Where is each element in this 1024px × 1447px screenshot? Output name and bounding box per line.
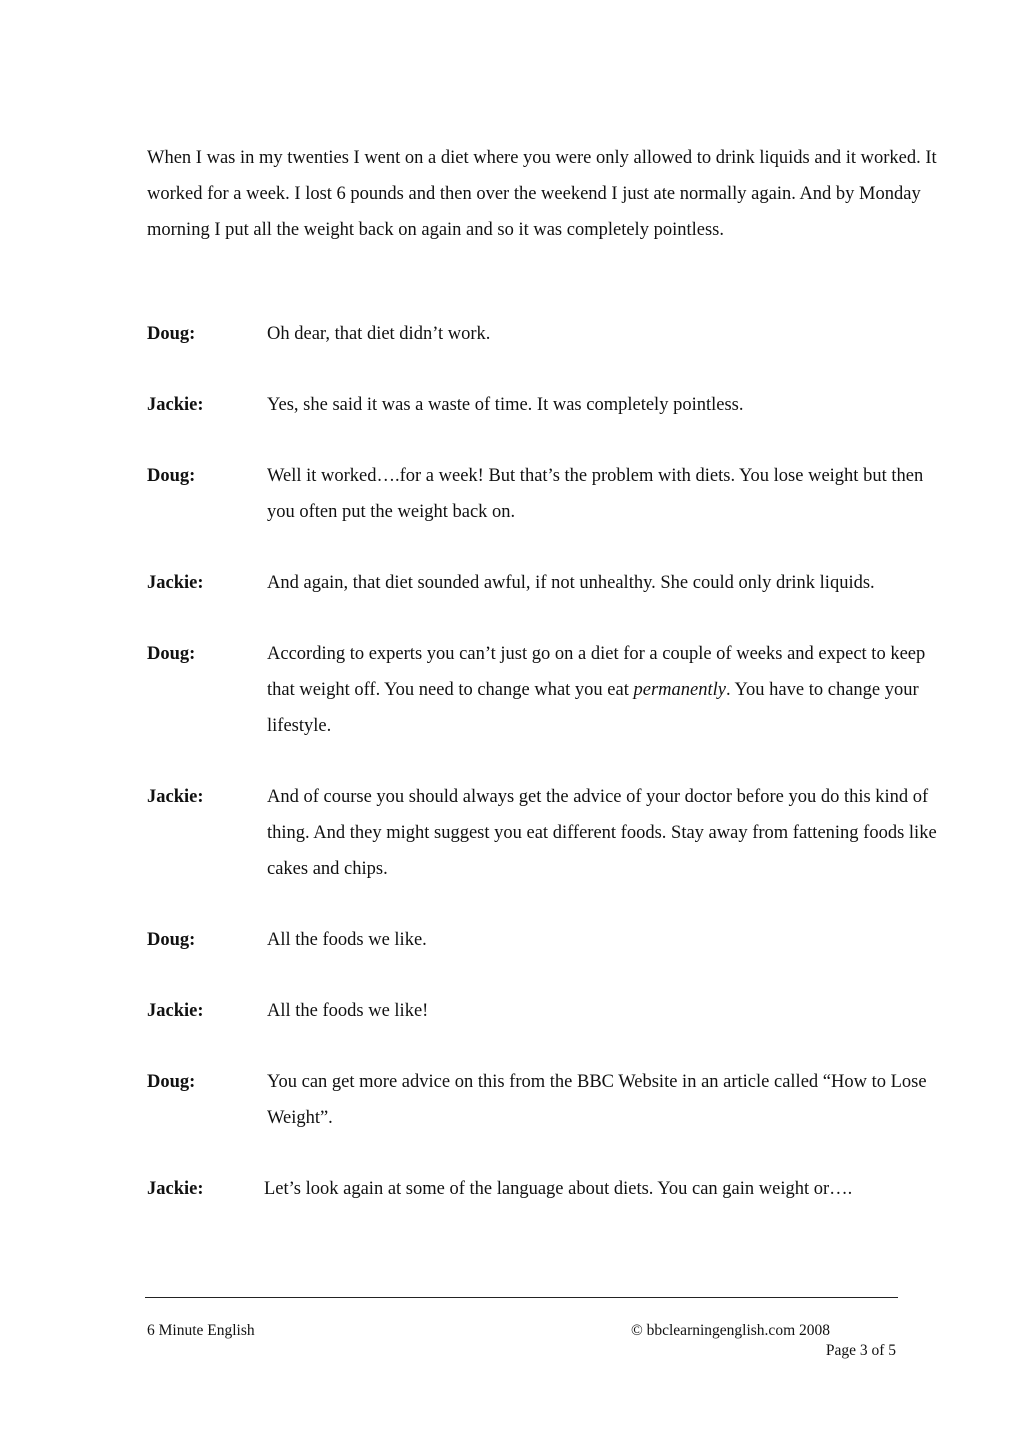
dialogue-turn [147,922,937,958]
speaker-name: Jackie: [147,1179,204,1199]
dialogue-text: All the foods we like! [267,1001,429,1021]
dialogue-text: All the foods we like. [267,930,427,950]
dialogue-text-part: According to experts you can’t just go on a diet for a couple of weeks and expect to keep that weight off. You need to change what you eat [267,644,926,700]
speaker-name: Jackie: [147,787,204,807]
speaker-name: Doug: [147,324,196,344]
speaker-name: Doug: [147,930,196,950]
dialogue-transcript [147,316,937,1242]
footer-right [560,1321,896,1361]
speaker-name: Doug: [147,644,196,664]
dialogue-turn [147,636,937,744]
dialogue-turn [147,1171,937,1207]
speaker-name: Doug: [147,1072,196,1092]
dialogue-turn [147,565,937,601]
dialogue-text-part: . You have to change your lifestyle. [267,680,919,736]
dialogue-text: Let’s look again at some of the language about diets. You can gain weight or…. [264,1179,853,1199]
footer-copyright: © bbclearningenglish.com 2008 [630,1322,830,1339]
dialogue-text [267,636,937,744]
speaker-name: Doug: [147,466,196,486]
intro-paragraph: When I was in my twenties I went on a diet where you were only allowed to drink liquids and it worked. It worked for a week. I lost 6 pounds and then over the weekend I just ate normally again. And by Monday morning I put all the weight back on again and so it was completely pointless. [147,148,937,240]
dialogue-text: Oh dear, that diet didn’t work. [267,324,491,344]
dialogue-text: And of course you should always get the advice of your doctor before you do this kind of thing. And they might suggest you eat different foods. Stay away from fattening foods like cakes and chips. [267,787,937,879]
speaker-name: Jackie: [147,1001,204,1021]
dialogue-turn [147,1064,937,1136]
speaker-name: Jackie: [147,573,204,593]
dialogue-turn [147,993,937,1029]
footer-divider [145,1297,898,1298]
dialogue-turn [147,387,937,423]
dialogue-text: You can get more advice on this from the BBC Website in an article called “How to Lose Weight”. [267,1072,927,1128]
emphasized-word: permanently [633,680,726,700]
dialogue-text: And again, that diet sounded awful, if not unhealthy. She could only drink liquids. [267,573,875,593]
dialogue-turn [147,458,937,530]
page-number: Page 3 of 5 [825,1342,896,1359]
footer-series-title: 6 Minute English [147,1322,255,1339]
dialogue-turn [147,779,937,887]
speaker-name: Jackie: [147,395,204,415]
dialogue-text: Well it worked….for a week! But that’s the problem with diets. You lose weight but then you often put the weight back on. [267,466,924,522]
dialogue-turn [147,316,937,352]
dialogue-text: Yes, she said it was a waste of time. It was completely pointless. [267,395,744,415]
